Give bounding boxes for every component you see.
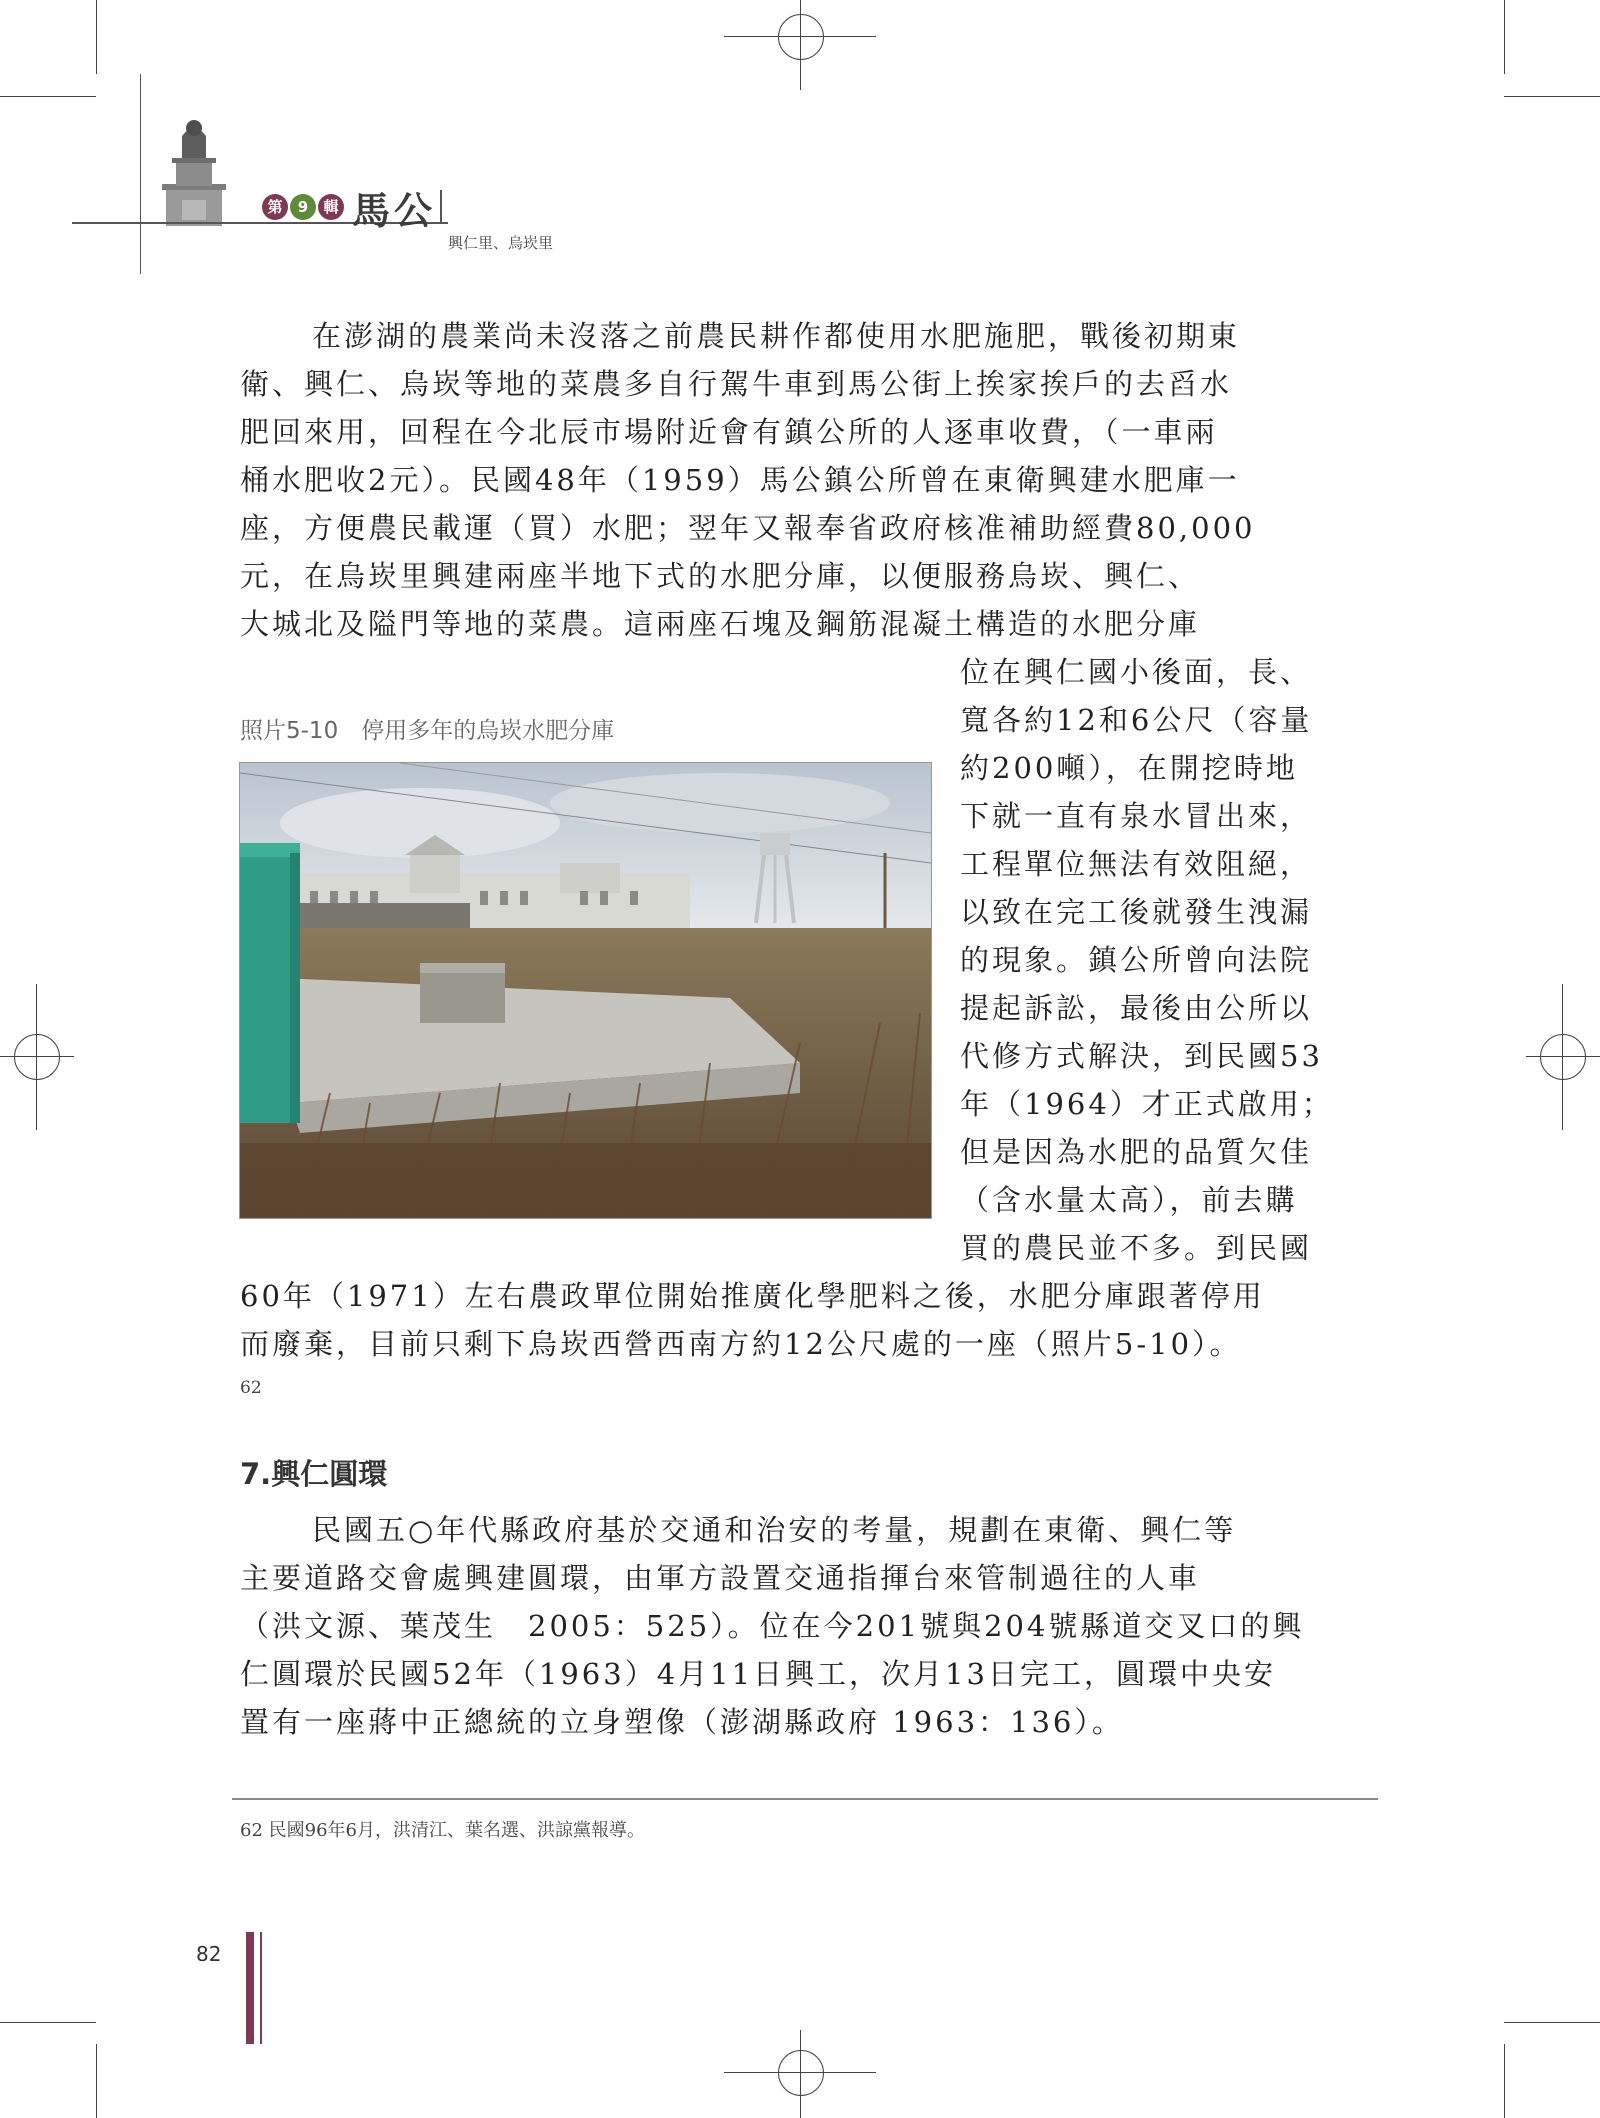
text-line: 肥回來用，回程在今北辰市場附近會有鎮公所的人逐車收費，（一車兩 bbox=[240, 415, 1218, 449]
text-line: 提起訴訟，最後由公所以 bbox=[960, 991, 1313, 1025]
page-accent-line bbox=[260, 1932, 262, 2044]
text-line: 仁圓環於民國52年（1963）4月11日興工，次月13日完工，圓環中央安 bbox=[240, 1657, 1276, 1691]
chapter-number-badge: 9 bbox=[290, 194, 316, 220]
text-line: 民國五○年代縣政府基於交通和治安的考量，規劃在東衛、興仁等 bbox=[312, 1513, 1237, 1547]
text-line: 主要道路交會處興建圓環，由軍方設置交通指揮台來管制過往的人車 bbox=[240, 1561, 1201, 1595]
text-line: （含水量太高），前去購 bbox=[960, 1183, 1298, 1217]
footnote-rule bbox=[232, 1798, 1378, 1800]
town-title: 馬公 bbox=[352, 188, 437, 233]
footnote-text: 62 民國96年6月，洪清江、葉名選、洪諒黨報導。 bbox=[240, 1820, 645, 1841]
text-line: 但是因為水肥的品質欠佳 bbox=[960, 1135, 1313, 1169]
text-line: 元，在烏崁里興建兩座半地下式的水肥分庫，以便服務烏崁、興仁、 bbox=[240, 559, 1201, 593]
text-line: 寬各約12和6公尺（容量 bbox=[960, 703, 1313, 737]
text-line: 座，方便農民載運（買）水肥；翌年又報奉省政府核准補助經費80,000 bbox=[240, 511, 1256, 545]
text-line: 年（1964）才正式啟用； bbox=[960, 1087, 1334, 1121]
text-line: 在澎湖的農業尚未沒落之前農民耕作都使用水肥施肥，戰後初期東 bbox=[312, 319, 1241, 353]
text-line: （洪文源、葉茂生 2005：525）。位在今201號與204號縣道交叉口的興 bbox=[240, 1609, 1305, 1643]
text-line: 工程單位無法有效阻絕， bbox=[960, 847, 1313, 881]
footnote-marker: 62 bbox=[240, 1378, 262, 1398]
header-subtitle: 興仁里、烏崁里 bbox=[448, 234, 554, 252]
paragraph-1 bbox=[240, 312, 1360, 648]
text-line: 大城北及隘門等地的菜農。這兩座石塊及鋼筋混凝土構造的水肥分庫 bbox=[240, 607, 1201, 641]
text-line: 而廢棄，目前只剩下烏崁西營西南方約12公尺處的一座（照片5-10）。 bbox=[240, 1327, 1242, 1361]
text-line: 代修方式解決，到民國53 bbox=[960, 1039, 1323, 1073]
page-accent-bar bbox=[246, 1932, 254, 2044]
chapter-label bbox=[262, 194, 346, 220]
page-number: 82 bbox=[196, 1942, 222, 1966]
paragraph-1-end bbox=[240, 1272, 1360, 1368]
text-line: 衛、興仁、烏崁等地的菜農多自行駕牛車到馬公街上挨家挨戶的去舀水 bbox=[240, 367, 1233, 401]
photo-caption: 照片5-10 停用多年的烏崁水肥分庫 bbox=[240, 718, 615, 744]
text-line: 位在興仁國小後面，長、 bbox=[960, 655, 1313, 689]
text-line: 約200噸），在開挖時地 bbox=[960, 751, 1298, 785]
text-line: 買的農民並不多。到民國 bbox=[960, 1231, 1313, 1265]
statue-illustration bbox=[152, 110, 236, 226]
text-line: 60年（1971）左右農政單位開始推廣化學肥料之後，水肥分庫跟著停用 bbox=[240, 1279, 1265, 1313]
paragraph-2 bbox=[240, 1506, 1360, 1746]
chapter-prefix-badge: 第 bbox=[262, 194, 288, 220]
chapter-suffix-badge: 輯 bbox=[318, 194, 344, 220]
paragraph-1-wrap bbox=[960, 648, 1362, 1272]
section-title: 7.興仁圓環 bbox=[240, 1457, 388, 1491]
photo-abandoned-fertilizer-tank bbox=[239, 762, 932, 1219]
text-line: 桶水肥收2元）。民國48年（1959）馬公鎮公所曾在東衛興建水肥庫一 bbox=[240, 463, 1240, 497]
text-line: 的現象。鎮公所曾向法院 bbox=[960, 943, 1313, 977]
text-line: 下就一直有泉水冒出來， bbox=[960, 799, 1313, 833]
text-line: 置有一座蔣中正總統的立身塑像（澎湖縣政府 1963：136）。 bbox=[240, 1705, 1124, 1739]
text-line: 以致在完工後就發生洩漏 bbox=[960, 895, 1313, 929]
